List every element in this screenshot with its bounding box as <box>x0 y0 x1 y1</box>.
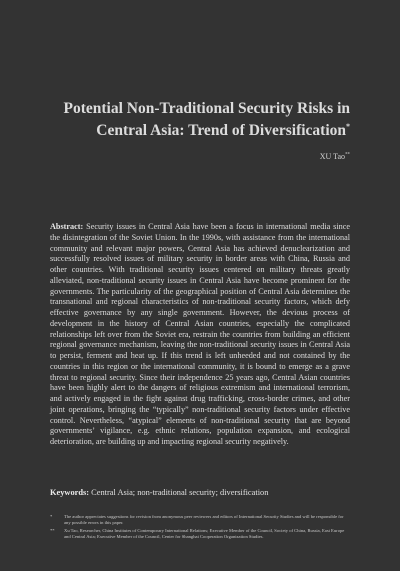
abstract <box>50 222 350 448</box>
title-line-1: Potential Non-Traditional Security Risks in <box>63 100 350 117</box>
footnote-1 <box>50 514 350 527</box>
footnote-2-mark: ** <box>50 527 55 533</box>
keywords-label: Keywords: <box>50 488 90 497</box>
footnote-2-text: Xu Tao, Researcher, China Institutes of Contemporary International Relations; Executive Member of the Council, Society of China, Russia, East Europe and Central Asia; Executive Member of the Council, Center for Shanghai Cooperation Organization Studies. <box>64 527 345 540</box>
title-line-2-text: Central Asia: Trend of Diversification <box>96 122 346 140</box>
title-line-2 <box>60 118 350 140</box>
keywords-text: Central Asia; non-traditional security; diversification <box>91 488 269 497</box>
author-name <box>320 152 350 161</box>
footnote-1-text: The author appreciates suggestions for revision from anonymous peer reviewers and editors of International Security Studies and will be responsible for any possible errors in this paper. <box>64 514 344 526</box>
author-footnote-mark: ** <box>345 152 350 158</box>
title-footnote-mark: * <box>346 122 350 131</box>
author-text: XU Tao <box>319 152 345 161</box>
article-title <box>60 100 350 140</box>
footnote-2 <box>50 528 350 541</box>
footnotes <box>50 514 350 542</box>
footnote-1-mark: * <box>50 514 53 519</box>
keywords <box>50 488 350 497</box>
abstract-text: Security issues in Central Asia have been a focus in international media since the disintegration of the Soviet Union. In the 1990s, with assistance from the international community and relevant major powers, Central Asia has achieved denuclearization and successfully resolved issues of military security in border areas with China, Russia and other countries. With traditional security issues centered on military threats greatly alleviated, non-traditional security issues in Central Asia have become prominent for the governments. The particularity of the geographical position of Central Asia determines the transnational and regional characteristics of non-traditional security factors, which defy effective governance by any single government. However, the devious process of development in the history of Central Asian countries, especially the complicated relationships left over from the Soviet era, restrain the countries from building an efficient regional governance mechanism, leaving the non-traditional security issues in Central Asia to persist, ferment and heat up. If this trend is left unheeded and not contained by the countries in this region or the international community, it is bound to emerge as a grave threat to regional security. Since their independence 25 years ago, Central Asian countries have been highly alert to the dangers of religious extremism and international terrorism, and actively engaged in the fight against drug trafficking, cross-border crimes, and other joint operations, bringing the “typically” non-traditional security factors under effective control. Nevertheless, “atypical” elements of non-traditional security that are beyond governments’ vigilance, e.g. ethnic relations, population expansion, and ecological deterioration, are building up and impacting regional security negatively. <box>50 222 350 446</box>
abstract-label: Abstract: <box>50 222 84 231</box>
